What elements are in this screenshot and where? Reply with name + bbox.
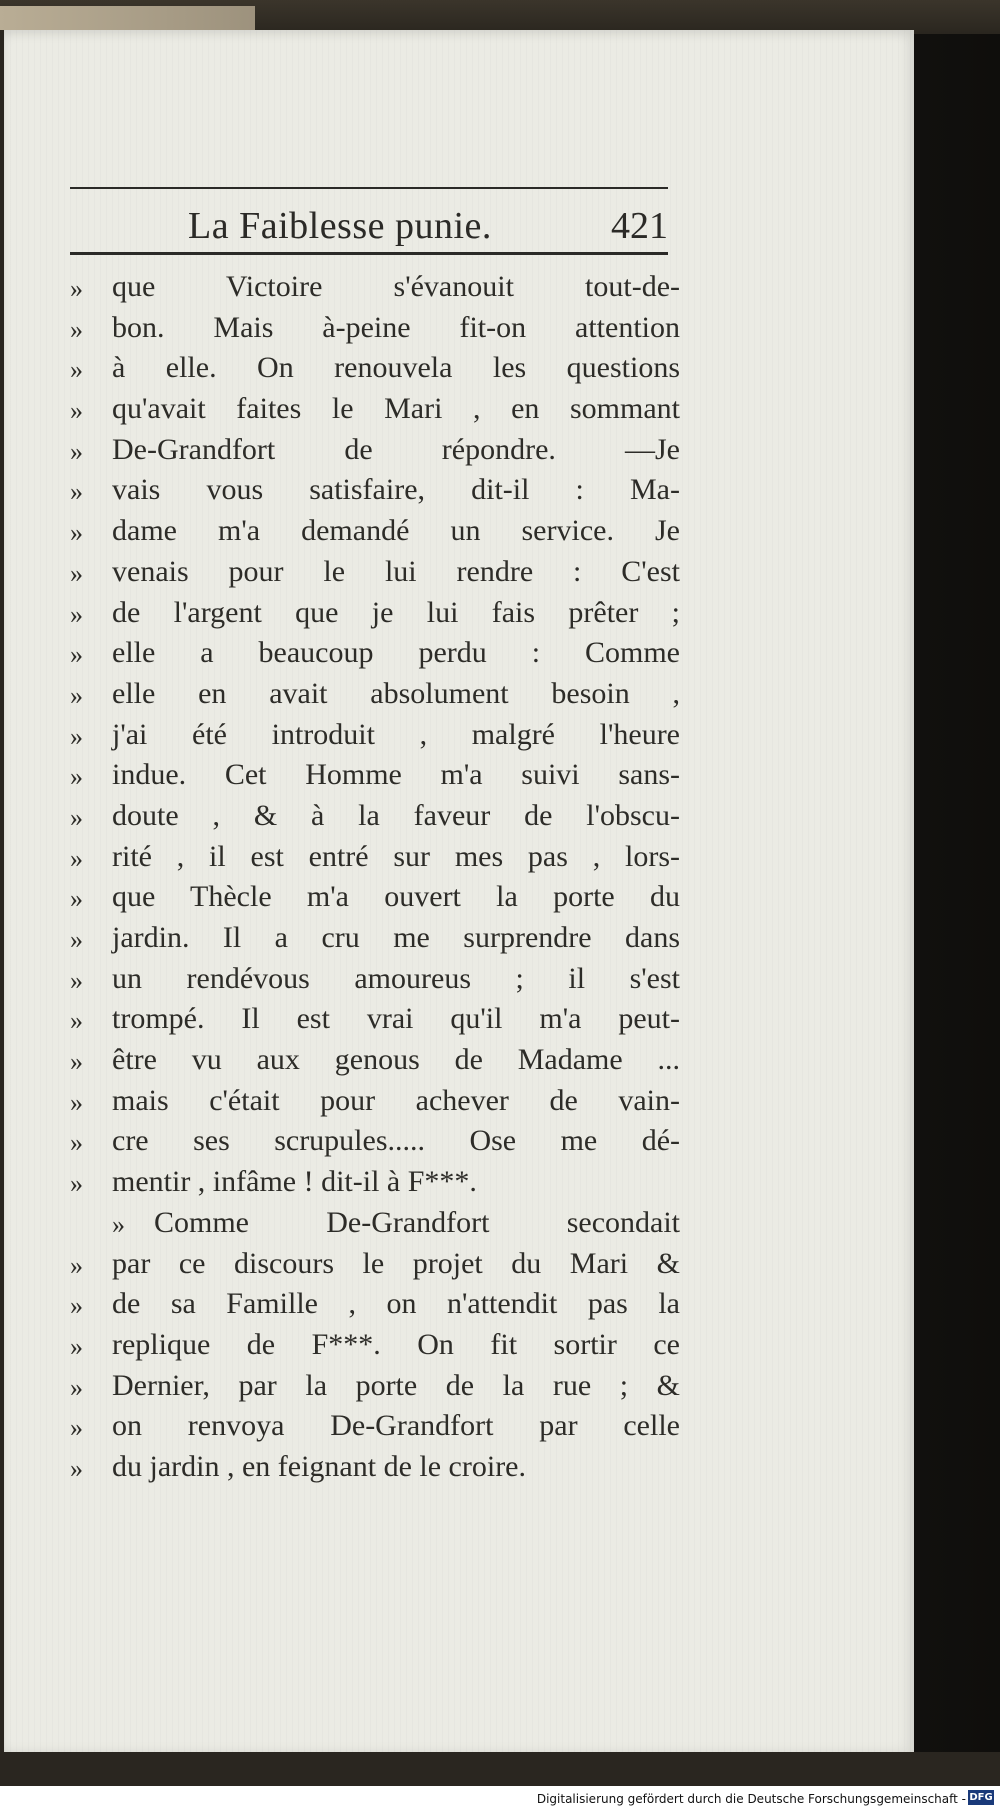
quote-mark: » (70, 680, 83, 710)
running-head (70, 190, 668, 252)
text-line (70, 840, 680, 881)
body-text (70, 270, 680, 1491)
page-number: 421 (611, 205, 668, 247)
text-line (70, 1369, 680, 1410)
line-text: qu'avait faites le Mari , en sommant (112, 392, 680, 426)
line-text: elle a beaucoup perdu : Comme (112, 636, 680, 670)
text-line (70, 1206, 680, 1247)
running-head-title: La Faiblesse punie. (188, 205, 492, 247)
text-line (70, 433, 680, 474)
text-line (70, 962, 680, 1003)
quote-mark: » (70, 274, 83, 303)
quote-mark: » (70, 355, 83, 385)
quote-mark: » (70, 314, 83, 344)
quote-mark: » (70, 843, 83, 873)
text-line (70, 718, 680, 759)
line-text: un rendévous amoureus ; il s'est (112, 961, 680, 995)
book-page (4, 30, 914, 1752)
header-rule-top (70, 187, 668, 189)
text-line (70, 1450, 680, 1491)
line-text: à elle. On renouvela les questions (112, 351, 680, 385)
text-line (70, 596, 680, 637)
quote-mark: » (70, 802, 83, 832)
text-line (70, 311, 680, 352)
text-line (70, 636, 680, 677)
quote-mark: » (70, 1291, 83, 1321)
footer-dark-band (0, 1752, 1000, 1786)
line-text: elle en avait absolument besoin , (112, 676, 680, 710)
quote-mark: » (70, 925, 83, 954)
quote-mark: » (70, 558, 83, 588)
text-line (70, 1165, 680, 1206)
line-text: jardin. Il a cru me surprendre dans (112, 921, 680, 954)
quote-mark: » (70, 884, 83, 914)
line-text: venais pour le lui rendre : C'est (112, 554, 680, 588)
header-rule-bottom (70, 252, 668, 255)
text-line (70, 555, 680, 596)
line-text: du jardin , en feignant de le croire. (112, 1449, 526, 1483)
text-line (70, 921, 680, 962)
line-text: de l'argent que je lui fais prêter ; (112, 595, 680, 629)
quote-mark: » (70, 599, 83, 629)
line-text: être vu aux genous de Madame ... (112, 1043, 680, 1077)
line-text: que Victoire s'évanouit tout-de- (112, 270, 680, 303)
quote-mark: » (70, 518, 83, 548)
dfg-logo: DFG (969, 1792, 993, 1803)
quote-mark: » (70, 1128, 83, 1158)
quote-mark: » (70, 1250, 83, 1280)
text-line (70, 392, 680, 433)
quote-mark: » (70, 1413, 83, 1443)
line-text: j'ai été introduit , malgré l'heure (112, 717, 680, 751)
quote-mark: » (70, 721, 83, 751)
text-line (70, 473, 680, 514)
line-text: replique de F***. On fit sortir ce (112, 1327, 680, 1361)
line-text: dame m'a demandé un service. Je (112, 514, 680, 548)
quote-mark: » (70, 762, 83, 792)
quote-mark: » (70, 1047, 83, 1077)
text-line (70, 799, 680, 840)
line-text: De-Grandfort de répondre. —Je (112, 432, 680, 466)
line-text: par ce discours le projet du Mari & (112, 1246, 680, 1280)
line-text: trompé. Il est vrai qu'il m'a peut- (112, 1002, 680, 1036)
scan-top-edge (0, 0, 1000, 34)
line-text: on renvoya De-Grandfort par celle (112, 1409, 680, 1443)
line-text: Dernier, par la porte de la rue ; & (112, 1368, 680, 1402)
scan-top-edge-lit (0, 6, 255, 30)
line-text: cre ses scrupules..... Ose me dé- (112, 1124, 680, 1158)
text-line (70, 1328, 680, 1369)
text-line (70, 1287, 680, 1328)
line-text: bon. Mais à-peine fit-on attention (112, 310, 680, 344)
line-text: mentir , infâme ! dit-il à F***. (112, 1165, 477, 1199)
line-text: que Thècle m'a ouvert la porte du (112, 880, 680, 914)
line-text: Comme De-Grandfort secondait (154, 1205, 680, 1239)
quote-mark: » (70, 1453, 83, 1483)
digitization-credit: Digitalisierung gefördert durch die Deutsche Forschungsgemeinschaft - (536, 1792, 966, 1806)
quote-mark: » (70, 1331, 83, 1361)
quote-mark: » (70, 1006, 83, 1036)
line-text: vais vous satisfaire, dit-il : Ma- (112, 473, 680, 507)
text-line (70, 1043, 680, 1084)
line-text: mais c'était pour achever de vain- (112, 1083, 680, 1117)
quote-mark: » (70, 396, 83, 426)
quote-mark: » (70, 1372, 83, 1402)
line-text: de sa Famille , on n'attendit pas la (112, 1287, 680, 1321)
quote-mark: » (70, 436, 83, 466)
text-line (70, 1084, 680, 1125)
text-line (70, 677, 680, 718)
text-line (70, 351, 680, 392)
text-line (70, 514, 680, 555)
text-line (70, 880, 680, 921)
quote-mark: » (70, 1087, 83, 1117)
quote-mark: » (70, 640, 83, 670)
text-line (70, 1124, 680, 1165)
quote-mark: » (112, 1209, 125, 1239)
quote-mark: » (70, 477, 83, 507)
line-text: doute , & à la faveur de l'obscu- (112, 798, 680, 832)
text-line (70, 758, 680, 799)
line-text: rité , il est entré sur mes pas , lors- (112, 839, 680, 873)
quote-mark: » (70, 965, 83, 995)
line-text: indue. Cet Homme m'a suivi sans- (112, 758, 680, 792)
text-line (70, 1002, 680, 1043)
quote-mark: » (70, 1169, 83, 1199)
text-line (70, 1409, 680, 1450)
text-line (70, 270, 680, 311)
text-line (70, 1247, 680, 1288)
